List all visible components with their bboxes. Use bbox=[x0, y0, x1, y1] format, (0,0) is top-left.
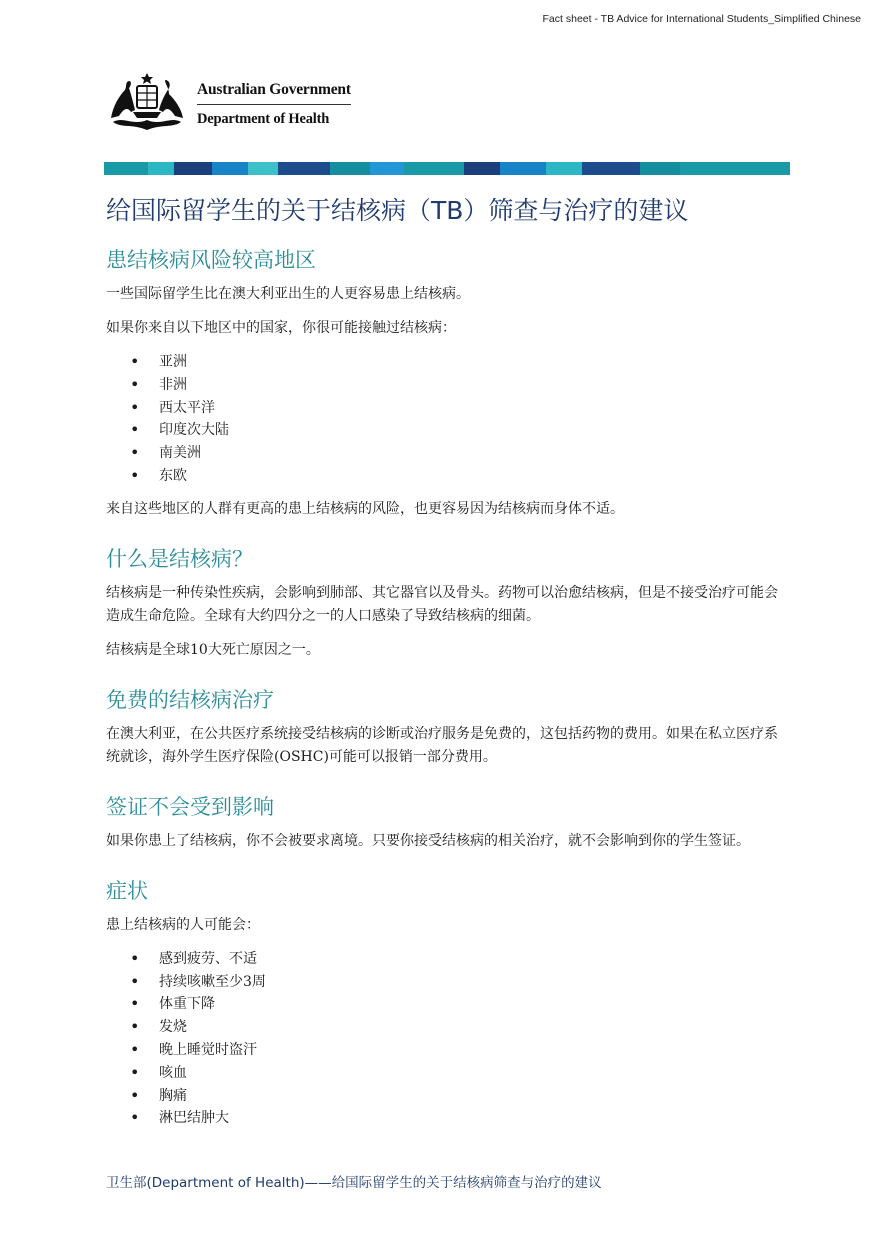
list-item: • 体重下降 bbox=[106, 993, 778, 1016]
logo-department-text: Department of Health bbox=[197, 110, 330, 127]
list-item: • 发烧 bbox=[106, 1016, 778, 1039]
section-heading: 症状 bbox=[106, 878, 148, 903]
list-item: • 感到疲劳、不适 bbox=[106, 948, 778, 971]
paragraph: 如果你患上了结核病，你不会被要求离境。只要你接受结核病的相关治疗，就不会影响到你的学生签证。 bbox=[106, 832, 750, 849]
paragraph: 结核病是全球10大死亡原因之一。 bbox=[106, 641, 320, 658]
paragraph: 结核病是一种传染性疾病，会影响到肺部、其它器官以及骨头。药物可以治愈结核病，但是不接受治疗可能会造成生命危险。全球有大约四分之一的人口感染了导致结核病的细菌。 bbox=[106, 584, 778, 624]
section-visa bbox=[106, 793, 778, 853]
document-body bbox=[106, 192, 778, 1140]
symptom-list bbox=[106, 948, 778, 1130]
decorative-color-bar bbox=[104, 162, 790, 175]
section-heading: 什么是结核病？ bbox=[106, 546, 253, 571]
document-header: Fact sheet - TB Advice for International Students_Simplified Chinese bbox=[542, 13, 861, 25]
list-item: • 印度次大陆 bbox=[106, 419, 778, 442]
list-item: • 南美洲 bbox=[106, 442, 778, 465]
list-item: • 非洲 bbox=[106, 374, 778, 397]
list-item: • 亚洲 bbox=[106, 351, 778, 374]
list-item: • 东欧 bbox=[106, 465, 778, 488]
section-what-is-tb bbox=[106, 545, 778, 662]
section-free-treatment bbox=[106, 686, 778, 769]
list-item: • 淋巴结肿大 bbox=[106, 1107, 778, 1130]
logo-government-text: Australian Government bbox=[197, 81, 351, 105]
section-symptoms bbox=[106, 877, 778, 1130]
list-item: • 咳血 bbox=[106, 1062, 778, 1085]
paragraph: 一些国际留学生比在澳大利亚出生的人更容易患上结核病。 bbox=[106, 286, 470, 302]
list-item: • 胸痛 bbox=[106, 1085, 778, 1108]
government-logo bbox=[103, 72, 351, 136]
document-title: 给国际留学生的关于结核病（TB）筛查与治疗的建议 bbox=[106, 196, 689, 225]
region-list bbox=[106, 351, 778, 488]
section-heading: 签证不会受到影响 bbox=[106, 794, 274, 819]
list-item: • 晚上睡觉时盗汗 bbox=[106, 1039, 778, 1062]
coat-of-arms-icon bbox=[103, 72, 191, 136]
paragraph: 在澳大利亚，在公共医疗系统接受结核病的诊断或治疗服务是免费的，这包括药物的费用。如果在私立医疗系统就诊，海外学生医疗保险(OSHC)可能可以报销一部分费用。 bbox=[106, 725, 778, 765]
section-risk-areas bbox=[106, 246, 778, 521]
document-footer: 卫生部(Department of Health)——给国际留学生的关于结核病筛查与治疗的建议 bbox=[106, 1175, 602, 1191]
paragraph: 患上结核病的人可能会： bbox=[106, 916, 260, 933]
paragraph: 如果你来自以下地区中的国家，你很可能接触过结核病： bbox=[106, 320, 456, 336]
list-item: • 持续咳嗽至少3周 bbox=[106, 971, 778, 994]
list-item: • 西太平洋 bbox=[106, 397, 778, 420]
paragraph: 来自这些地区的人群有更高的患上结核病的风险，也更容易因为结核病而身体不适。 bbox=[106, 500, 624, 517]
section-heading: 免费的结核病治疗 bbox=[106, 687, 274, 712]
section-heading: 患结核病风险较高地区 bbox=[106, 248, 316, 272]
